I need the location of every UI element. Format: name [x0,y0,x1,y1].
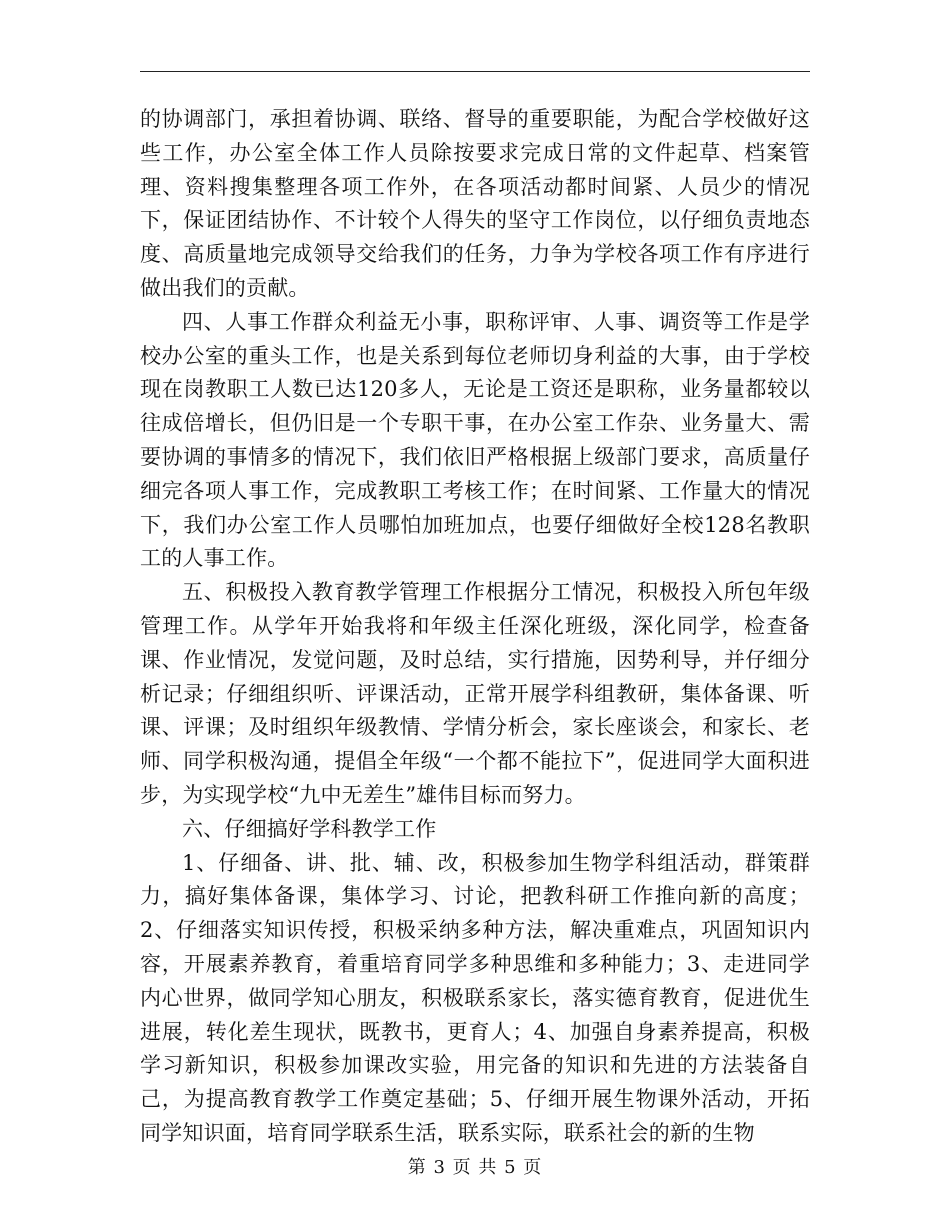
header-rule [140,71,810,72]
paragraph-2: 四、人事工作群众利益无小事，职称评审、人事、调资等工作是学校办公室的重头工作，也是关系到每位老师切身利益的大事，由于学校现在岗教职工人数已达120多人，无论是工资还是职称，业务量都较以往成倍增长，但仍旧是一个专职干事，在办公室工作杂、业务量大、需要协调的事情多的情况下，我们依旧严格根据上级部门要求，高质量仔细完各项人事工作，完成教职工考核工作；在时间紧、工作量大的情况下，我们办公室工作人员哪怕加班加点，也要仔细做好全校128名教职工的人事工作。 [140,309,810,571]
paragraph-4-heading: 六、仔细搞好学科教学工作 [182,816,437,841]
paragraph-1: 的协调部门，承担着协调、联络、督导的重要职能，为配合学校做好这些工作，办公室全体工作人员除按要求完成日常的文件起草、档案管理、资料搜集整理各项工作外，在各项活动都时间紧、人员少的情况下，保证团结协作、不计较个人得失的坚守工作岗位，以仔细负责地态度、高质量地完成领导交给我们的任务，力争为学校各项工作有序进行做出我们的贡献。 [140,107,810,300]
page-number-footer: 第 3 页 共 5 页 [407,1157,543,1178]
paragraph-3: 五、积极投入教育教学管理工作根据分工情况，积极投入所包年级管理工作。从学年开始我将和年级主任深化班级，深化同学，检查备课、作业情况，发觉问题，及时总结，实行措施，因势利导，并仔细分析记录；仔细组织听、评课活动，正常开展学科组教研，集体备课、听课、评课；及时组织年级教情、学情分析会，家长座谈会，和家长、老师、同学积极沟通，提倡全年级“一个都不能拉下”，促进同学大面积进步，为实现学校“九中无差生”雄伟目标而努力。 [140,580,810,807]
document-body [140,103,810,1151]
paragraph-5: 1、仔细备、讲、批、辅、改，积极参加生物学科组活动，群策群力，搞好集体备课，集体学习、讨论，把教科研工作推向新的高度；2、仔细落实知识传授，积极采纳多种方法，解决重难点，巩固知识内容，开展素养教育，着重培育同学多种思维和多种能力；3、走进同学内心世界，做同学知心朋友，积极联系家长，落实德育教育，促进优生进展，转化差生现状，既教书，更育人；4、加强自身素养提高，积极学习新知识，积极参加课改实验，用完备的知识和先进的方法装备自己，为提高教育教学工作奠定基础；5、仔细开展生物课外活动，开拓同学知识面，培育同学联系生活，联系实际，联系社会的新的生物 [140,850,810,1145]
